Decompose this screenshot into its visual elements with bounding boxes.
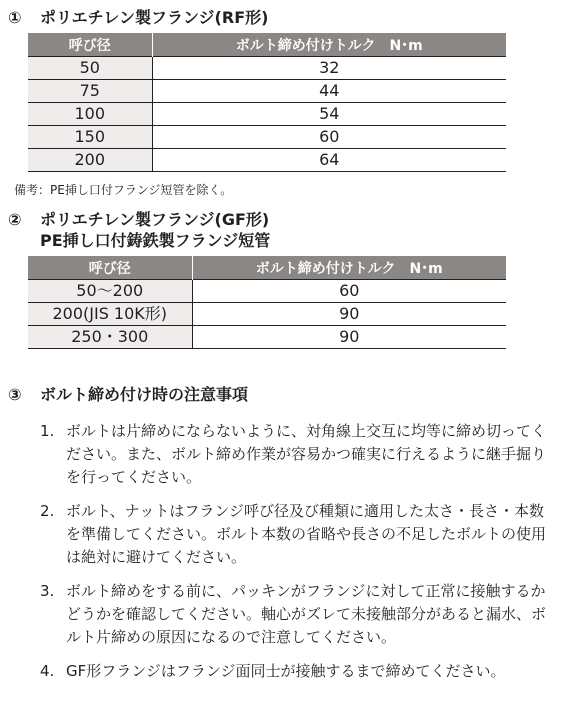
torque-cell: 54 — [152, 103, 506, 126]
table-note: 備考：PE挿し口付フランジ短管を除く。 — [14, 183, 233, 197]
torque-cell: 44 — [152, 80, 506, 103]
item-text: ボルトは片締めにならないように、対角線上交互に均等に締め切ってください。また、ボルト締め作業が容易かつ確実に行えるように継手掘りを行ってください。 — [66, 422, 547, 486]
table-row — [28, 149, 506, 172]
torque-cell: 60 — [192, 280, 506, 303]
table-row — [28, 280, 506, 303]
rf-torque-table — [28, 33, 506, 172]
table-row — [28, 126, 506, 149]
section2-heading — [8, 210, 269, 230]
column-header-nominal-size: 呼び径 — [28, 33, 152, 57]
table-row — [28, 80, 506, 103]
section1-number: ① — [8, 8, 22, 27]
item-number: 3. — [40, 582, 55, 600]
section3-number: ③ — [8, 385, 22, 404]
table-row — [28, 103, 506, 126]
column-header-torque: ボルト締め付けトルク N･m — [192, 256, 506, 280]
item-text: ボルト締めをする前に、パッキンがフランジに対して正常に接触するかどうかを確認してください。軸心がズレて未接触部分があると漏水、ボルト片締めの原因になるので注意してください。 — [66, 582, 547, 646]
list-item — [40, 420, 552, 489]
section1-heading — [8, 8, 268, 28]
nominal-size-cell: 50 — [28, 57, 152, 80]
list-item — [40, 500, 552, 569]
torque-cell: 64 — [152, 149, 506, 172]
list-item — [40, 660, 552, 683]
item-text: GF形フランジはフランジ面同士が接触するまで締めてください。 — [66, 662, 506, 680]
caution-list — [40, 420, 552, 694]
list-item — [40, 580, 552, 649]
section2-title: ポリエチレン製フランジ(GF形) — [40, 210, 270, 229]
column-header-torque: ボルト締め付けトルク N･m — [152, 33, 506, 57]
nominal-size-cell: 250・300 — [28, 326, 192, 349]
item-number: 2. — [40, 502, 55, 520]
table-row — [28, 326, 506, 349]
nominal-size-cell: 50～200 — [28, 280, 192, 303]
torque-cell: 60 — [152, 126, 506, 149]
column-header-nominal-size: 呼び径 — [28, 256, 192, 280]
nominal-size-cell: 150 — [28, 126, 152, 149]
table-row — [28, 303, 506, 326]
gf-torque-table — [28, 256, 506, 349]
item-text: ボルト、ナットはフランジ呼び径及び種類に適用した太さ・長さ・本数を準備してください。ボルト本数の省略や長さの不足したボルトの使用は絶対に避けてください。 — [66, 502, 547, 566]
section1-title: ポリエチレン製フランジ(RF形) — [40, 8, 269, 27]
section2-number: ② — [8, 210, 22, 229]
section2-subtitle: PE挿し口付鋳鉄製フランジ短管 — [40, 231, 271, 250]
table-header-row — [28, 256, 506, 280]
nominal-size-cell: 100 — [28, 103, 152, 126]
section3-title: ボルト締め付け時の注意事項 — [40, 385, 249, 404]
section3-heading — [8, 385, 248, 405]
nominal-size-cell: 200(JIS 10K形) — [28, 303, 192, 326]
nominal-size-cell: 200 — [28, 149, 152, 172]
torque-cell: 90 — [192, 326, 506, 349]
item-number: 1. — [40, 422, 55, 440]
item-number: 4. — [40, 662, 55, 680]
nominal-size-cell: 75 — [28, 80, 152, 103]
table-row — [28, 57, 506, 80]
torque-cell: 90 — [192, 303, 506, 326]
table-header-row — [28, 33, 506, 57]
torque-cell: 32 — [152, 57, 506, 80]
